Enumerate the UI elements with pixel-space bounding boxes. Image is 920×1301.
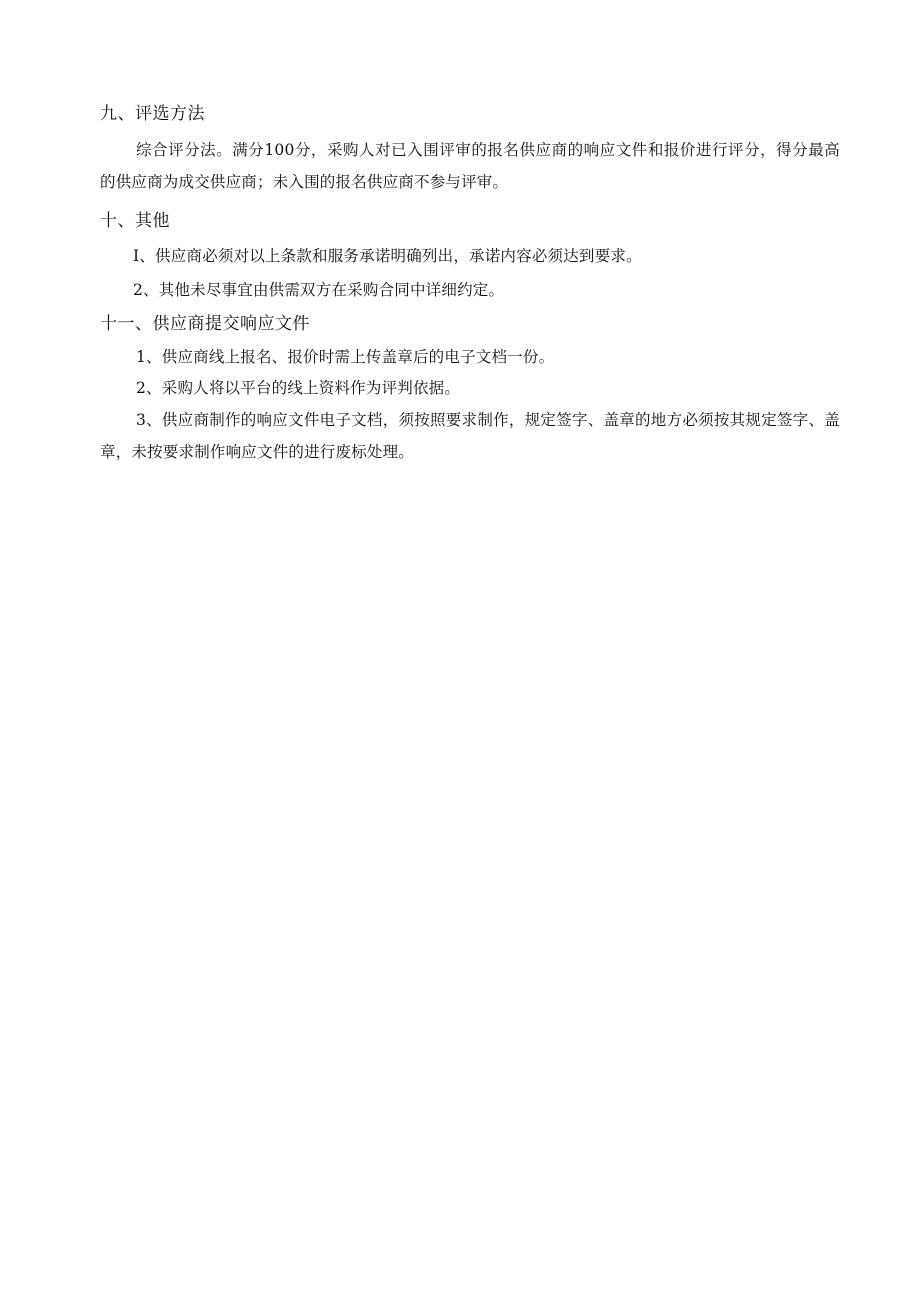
paragraph-submission-2: 2、采购人将以平台的线上资料作为评判依据。 — [136, 379, 461, 397]
paragraph-evaluation-method: 综合评分法。满分100分，采购人对已入围评审的报名供应商的响应文件和报价进行评分，得分最高的供应商为成交供应商；未入围的报名供应商不参与评审。 — [100, 141, 840, 191]
section-heading-submission: 十一、供应商提交响应文件 — [100, 314, 310, 334]
paragraph-other-1: I、供应商必须对以上条款和服务承诺明确列出，承诺内容必须达到要求。 — [133, 247, 642, 265]
paragraph-submission-3: 3、供应商制作的响应文件电子文档，须按照要求制作，规定签字、盖章的地方必须按其规定签字、盖章，未按要求制作响应文件的进行废标处理。 — [100, 411, 840, 461]
paragraph-other-2: 2、其他未尽事宜由供需双方在采购合同中详细约定。 — [133, 281, 505, 299]
paragraph-submission-1: 1、供应商线上报名、报价时需上传盖章后的电子文档一份。 — [136, 348, 555, 366]
section-heading-other: 十、其他 — [100, 211, 170, 231]
section-heading-evaluation: 九、评选方法 — [100, 104, 205, 124]
